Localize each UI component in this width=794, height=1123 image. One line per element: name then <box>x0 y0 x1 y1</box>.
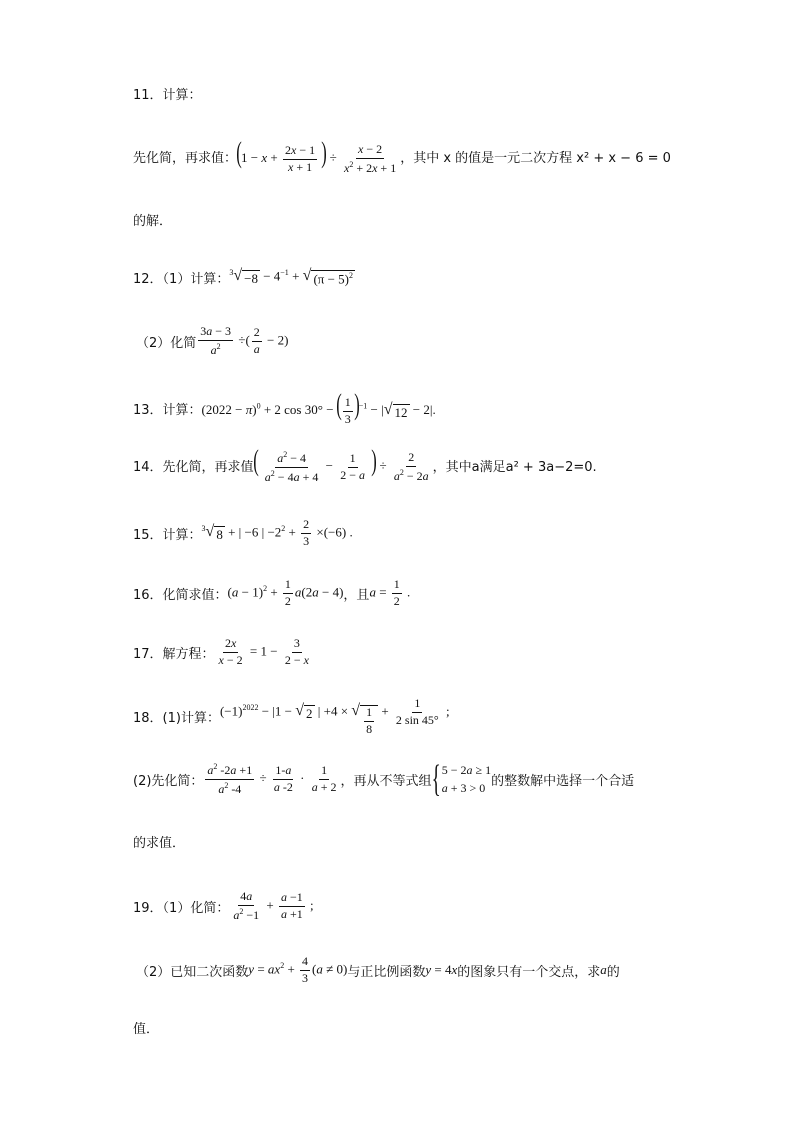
q12-part2-expression: $\frac{3a - 3}{a^2}$ ÷( $\frac{2}{a}$ − 2) <box>200 324 289 357</box>
q16-condition: a = $\frac{1}{2}$ . <box>369 577 411 608</box>
q18-part2-label: (2)先化简： <box>133 773 204 789</box>
q13-expression: $(2022 - \pi)^0 + 2$ cos 30° − ( $\frac{1}{3}$ )$^{-1}$ − | √ 12 − 2|. <box>201 388 436 426</box>
q19-part1-label: 19．（1）化简： <box>133 900 230 916</box>
q14-expression: ( $\frac{a^2 - 4}{a^2 - 4a + 4}$ − $\frac{1}{2 - a}$ ) ÷ $\frac{2}{a^2 - 2a}$ <box>252 444 429 484</box>
q14-suffix: ，其中a满足a² + 3a−2=0. <box>432 459 597 475</box>
q18-part2 <box>133 760 634 798</box>
q17-label: 17．解方程： <box>133 646 215 662</box>
q19-var-a: a <box>600 962 607 978</box>
q19-part2-d: 的 <box>606 964 620 980</box>
q11-line1 <box>133 138 671 175</box>
q18-part1 <box>133 697 450 737</box>
q19-line2 <box>133 1018 159 1037</box>
q16 <box>133 578 410 609</box>
q12-part1 <box>133 268 355 288</box>
q14 <box>133 446 597 484</box>
q15-expression: $^3$ √ 8 + | −6 | $-2^2$ + $\frac{2}{3}$ ×(−6) . <box>201 517 353 548</box>
q12-part1-expression: $^3$ √ −8 − $4^{-1}$ + √ $(\pi - 5)^2$ <box>229 267 353 287</box>
q19-line2-text: 值． <box>133 1022 160 1037</box>
q15 <box>133 518 353 549</box>
q19-part1 <box>133 890 314 923</box>
q12-part1-label: 12．（1）计算： <box>133 272 230 288</box>
q11-heading <box>133 84 202 103</box>
q19-part2 <box>136 955 620 986</box>
q11-prefix: 先化简，再求值： <box>133 151 238 167</box>
q19-quadratic: $y = ax^2$ + $\frac{4}{3}$ (a ≠ 0) <box>248 954 348 985</box>
q11-line2-text: 的解． <box>133 214 173 229</box>
q17-equation: $\frac{2x}{x - 2}$ = 1 − $\frac{3}{2 - x}$ <box>218 636 309 667</box>
q19-part2-c: 的图象只有一个交点，求 <box>457 964 601 980</box>
q19-part2-a: （2）已知二次函数 <box>136 964 249 980</box>
q18-part1-expression: $(-1)^{2022} - |1$ − √ 2 | +4 × √ $\frac{1}{8}$ + $\frac{1}{2 \sin 45^\circ}$ ; <box>219 696 450 737</box>
q16-mid: ，且 <box>343 587 370 603</box>
q18-line2 <box>133 832 185 851</box>
q11-expression: (1 − x + $\frac{2x - 1}{x + 1}$ ) ÷ $\frac{x - 2}{x^2 + 2x + 1}$ <box>236 136 397 175</box>
q19-linear: y = 4x <box>425 962 458 978</box>
q12-part2-label: （2）化简 <box>136 335 197 351</box>
q16-label: 16．化简求值： <box>133 587 228 603</box>
q12-part2 <box>136 325 288 358</box>
q19-part1-expression: $\frac{4a}{a^2 -1}$ + $\frac{a -1}{a +1}$ ; <box>233 889 314 922</box>
q13-label: 13．计算： <box>133 402 202 418</box>
q18-part2-expression: $\frac{a^2 -2a +1}{a^2 -4}$ ÷ $\frac{1-a}{a -2}$ · $\frac{1}{a + 2}$ <box>207 761 337 796</box>
q14-label: 14．先化简，再求值 <box>133 459 254 475</box>
q18-line2-text: 的求值． <box>133 836 186 851</box>
q15-label: 15．计算： <box>133 527 202 543</box>
q18-part2-tail: 的整数解中选择一个合适 <box>491 773 635 789</box>
q11-suffix: ，其中 x 的值是一元二次方程 x² + x − 6 = 0 <box>400 151 671 167</box>
q17 <box>133 637 313 668</box>
q11-label: 11．计算： <box>133 88 202 103</box>
q18-part2-mid: ，再从不等式组 <box>340 773 432 789</box>
q18-part1-label: 18．(1)计算： <box>133 711 220 727</box>
q16-expression: $(a - 1)^2$ + $\frac{1}{2}$ a(2a − 4) <box>227 577 344 608</box>
q11-line2 <box>133 210 172 229</box>
q13 <box>133 390 436 426</box>
q19-part2-b: 与正比例函数 <box>347 964 426 980</box>
q18-inequality-system: { 5 − 2a ≥ 1 a + 3 > 0 <box>432 758 492 800</box>
